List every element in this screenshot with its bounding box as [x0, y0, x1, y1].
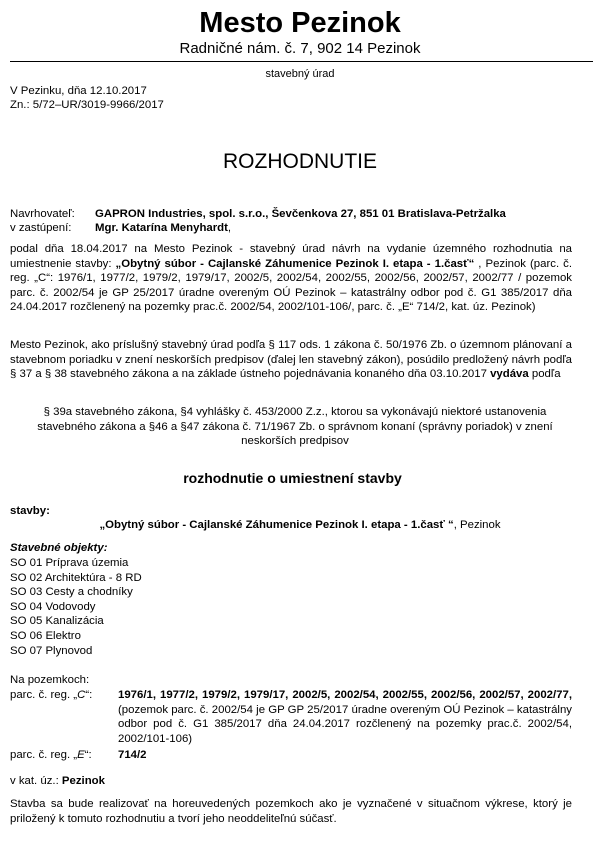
legal-basis-paragraph: § 39a stavebného zákona, §4 vyhlášky č. 453/2000 Z.z., ktorou sa vykonávajú niektoré ustanovenia stavebného zákona a §46 a §47 zákona č. 71/1967 Zb. o správnom konaní (správny poriadok) v znení neskorších predpisov [37, 406, 553, 448]
parcel-c-label-code: C [77, 689, 86, 701]
applicant-label: Navrhovateľ: [10, 208, 75, 220]
cadastral-line [10, 774, 105, 789]
land-intro: Na pozemkoch: [10, 674, 90, 686]
parcel-e-value: 714/2 [118, 749, 147, 761]
list-item: SO 04 Vodovody [10, 600, 96, 613]
parcel-c-label-pre: parc. č. reg. „ [10, 689, 78, 701]
document-title: ROZHODNUTIE [223, 150, 377, 173]
authority-verb: vydáva [490, 368, 529, 381]
city-title: Mesto Pezinok [199, 7, 401, 39]
parcel-c-label-post: “: [85, 689, 93, 701]
list-item: SO 06 Elektro [10, 629, 81, 642]
office-address: Radničné nám. č. 7, 902 14 Pezinok [179, 40, 421, 57]
cadastral-label: v kat. úz.: [10, 775, 62, 787]
place-date: V Pezinku, dňa 12.10.2017 [10, 85, 147, 97]
representative-tail: , [227, 222, 232, 234]
list-item: SO 07 Plynovod [10, 644, 93, 657]
application-rest: , Pezinok (parc. č. reg. „C“: 1976/1, 1977/2, 1979/2, 1979/17, 2002/5, 2002/54, 2002/55, 2002/56, 2002/57, 2002/77 / pozemok parc. č. 2002/54 je GP 25/2017 úradne overeným OÚ Pezinok – katastrálny odbor pod č. G1 385/2017 dňa 24.04.2017 rozčlenený na pozemky prac.č. 2002/54, 2002/101-106/, parc. č. „E“ 714/2, kat. úz. Pezinok) [10, 257, 573, 314]
reference-number: 5/72–UR/3019-9966/2017 [32, 99, 164, 111]
representative-line [95, 221, 231, 236]
parcel-e-label-pre: parc. č. reg. „ [10, 749, 78, 761]
building-name: „Obytný súbor - Cajlanské Záhumenice Pezinok I. etapa - 1.časť “ [99, 519, 454, 531]
application-lead: podal dňa 18.04.2017 na Mesto Pezinok - stavebný úrad návrh na vydanie územného rozhodnutia na umiestnenie stavby: [10, 243, 572, 270]
reference-line [10, 98, 164, 113]
parcel-c-note: (pozemok parc. č. 2002/54 je GP GP 25/2017 úradne overeným OÚ Pezinok – katastrálny odbor pod č. G1 385/2017 dňa 24.04.2017 rozčlenený na pozemky prac.č. 2002/54, 2002/101-106) [118, 703, 572, 745]
parcel-e-label [10, 748, 92, 763]
reference-label: Zn.: [10, 99, 30, 111]
representative-value: Mgr. Katarína Menyhardt [95, 222, 228, 234]
objects-heading: Stavebné objekty: [10, 542, 108, 554]
list-item: SO 01 Príprava územia [10, 557, 129, 569]
building-label: stavby: [10, 505, 50, 517]
application-paragraph [10, 242, 572, 315]
objects-list [10, 556, 142, 658]
parcel-c-value [118, 688, 572, 746]
list-item: SO 02 Architektúra - 8 RD [10, 571, 142, 584]
decision-heading: rozhodnutie o umiestnení stavby [183, 470, 402, 486]
parcel-c-label [10, 688, 92, 703]
authority-lead: Mesto Pezinok, ako príslušný stavebný úrad podľa § 117 ods. 1 zákona č. 50/1976 Zb. o územnom plánovaní a stavebnom poriadku v znení neskorších predpisov (ďalej len stavebný zákon), posúdilo predložený návrh podľa § 37 a § 38 stavebného zákona a na základe ústneho pojednávania konaného dňa 03.10.2017 [10, 339, 572, 381]
list-item: SO 05 Kanalizácia [10, 615, 104, 628]
parcel-e-label-post: “: [84, 749, 92, 761]
parcel-c-list: 1976/1, 1977/2, 1979/2, 1979/17, 2002/5, 2002/54, 2002/55, 2002/56, 2002/57, 2002/77, [118, 689, 572, 701]
representative-label: v zastúpení: [10, 222, 72, 234]
building-suffix: , Pezinok [453, 519, 501, 531]
list-item: SO 03 Cesty a chodníky [10, 586, 133, 599]
parcel-e-label-code: E [77, 749, 85, 761]
authority-paragraph [10, 338, 572, 382]
application-project: „Obytný súbor - Cajlanské Záhumenice Pezinok I. etapa - 1.časť“ [115, 257, 475, 270]
applicant-value: GAPRON Industries, spol. s.r.o., Ševčenkova 27, 851 01 Bratislava-Petržalka [95, 208, 506, 220]
department-label: stavebný úrad [265, 68, 335, 80]
closing-paragraph: Stavba sa bude realizovať na horeuvedených pozemkoch ako je vyznačené v situačnom výkrese, ktorý je priložený k tomuto rozhodnutiu a tvorí jeho neoddeliteľnú súčasť. [10, 798, 572, 825]
authority-tail: podľa [528, 368, 561, 381]
cadastral-value: Pezinok [61, 775, 105, 787]
header-divider [10, 61, 593, 62]
building-line [0, 518, 600, 533]
